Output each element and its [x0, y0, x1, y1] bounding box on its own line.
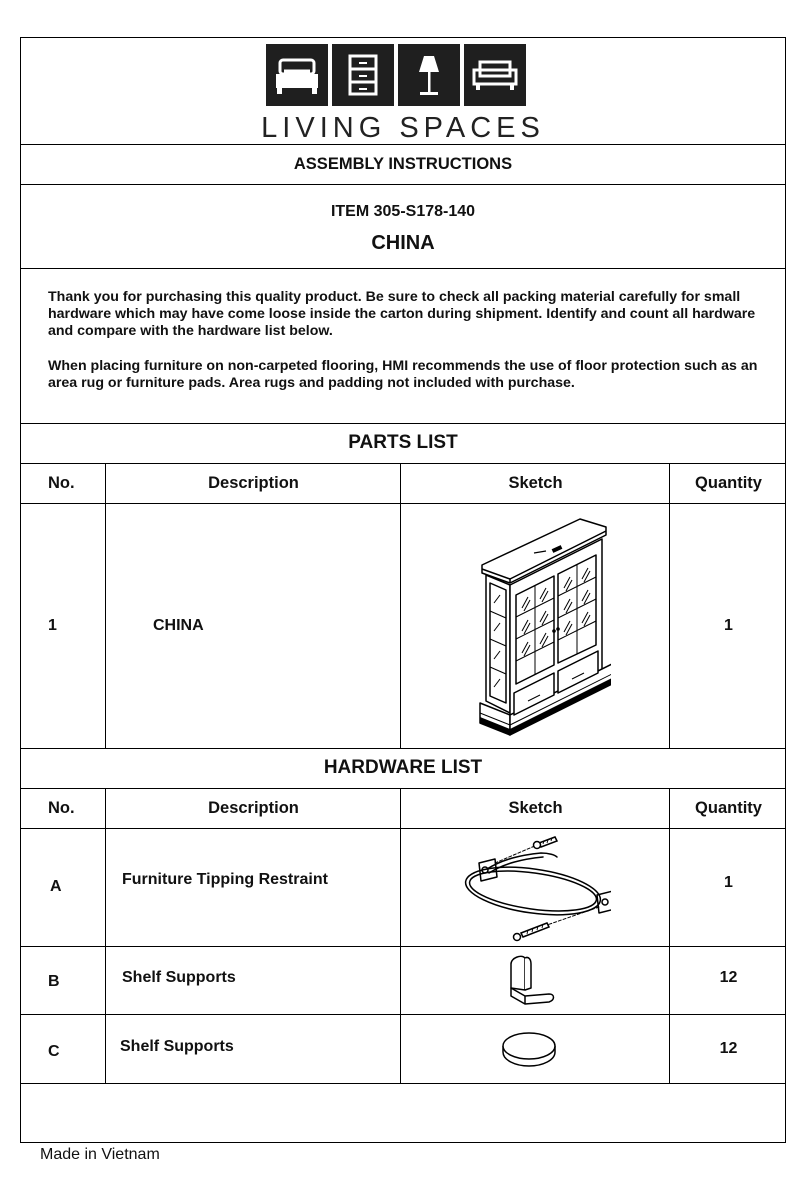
china-cabinet-sketch — [476, 513, 611, 738]
hardware-row-b-quantity: 12 — [719, 969, 738, 986]
brand-name: LIVING SPACES — [261, 112, 545, 144]
brand-logo — [21, 44, 785, 142]
made-in-label: Made in Vietnam — [40, 1146, 160, 1163]
hardware-list-title: HARDWARE LIST — [323, 757, 483, 778]
hardware-row-a-no: A — [50, 878, 62, 895]
item-name: CHINA — [371, 231, 435, 254]
page-title: ASSEMBLY INSTRUCTIONS — [293, 154, 513, 173]
instruction-sheet — [20, 37, 786, 1143]
hardware-row-c-no: C — [48, 1043, 60, 1060]
round-shelf-support-sketch — [499, 1028, 559, 1072]
hardware-col-description: Description — [208, 798, 299, 817]
parts-row-no: 1 — [48, 616, 57, 634]
item-number: ITEM 305-S178-140 — [330, 203, 476, 220]
sofa-icon — [464, 44, 526, 106]
bed-icon — [266, 44, 328, 106]
tipping-restraint-sketch — [451, 833, 611, 943]
hardware-col-no: No. — [48, 798, 75, 817]
hardware-col-quantity: Quantity — [695, 798, 762, 817]
lamp-icon — [398, 44, 460, 106]
hardware-row-b-no: B — [48, 973, 60, 990]
parts-col-sketch: Sketch — [508, 473, 563, 492]
hardware-row-c-description: Shelf Supports — [120, 1038, 234, 1055]
hardware-row-a-quantity: 1 — [724, 874, 733, 891]
floor-protection-paragraph: When placing furniture on non-carpeted flooring, HMI recommends the use of floor protection such as an area rug or furniture pads. Area rugs and padding not included with purchase. — [48, 358, 758, 391]
parts-list-title: PARTS LIST — [348, 432, 458, 453]
hardware-row-b-description: Shelf Supports — [122, 969, 236, 986]
parts-col-quantity: Quantity — [695, 473, 762, 492]
hardware-col-sketch: Sketch — [508, 798, 563, 817]
l-bracket-shelf-support-sketch — [491, 950, 561, 1010]
parts-row-description: CHINA — [153, 616, 204, 634]
hardware-row-c-quantity: 12 — [719, 1040, 738, 1057]
parts-col-no: No. — [48, 473, 75, 492]
parts-col-description: Description — [208, 473, 299, 492]
dresser-icon — [332, 44, 394, 106]
hardware-row-a-description: Furniture Tipping Restraint — [122, 871, 328, 888]
intro-paragraph: Thank you for purchasing this quality product. Be sure to check all packing material carefully for small hardware which may have come loose inside the carton during shipment. Identify and count all hardware and compare with the hardware list below. — [48, 289, 756, 339]
parts-row-quantity: 1 — [724, 616, 733, 634]
